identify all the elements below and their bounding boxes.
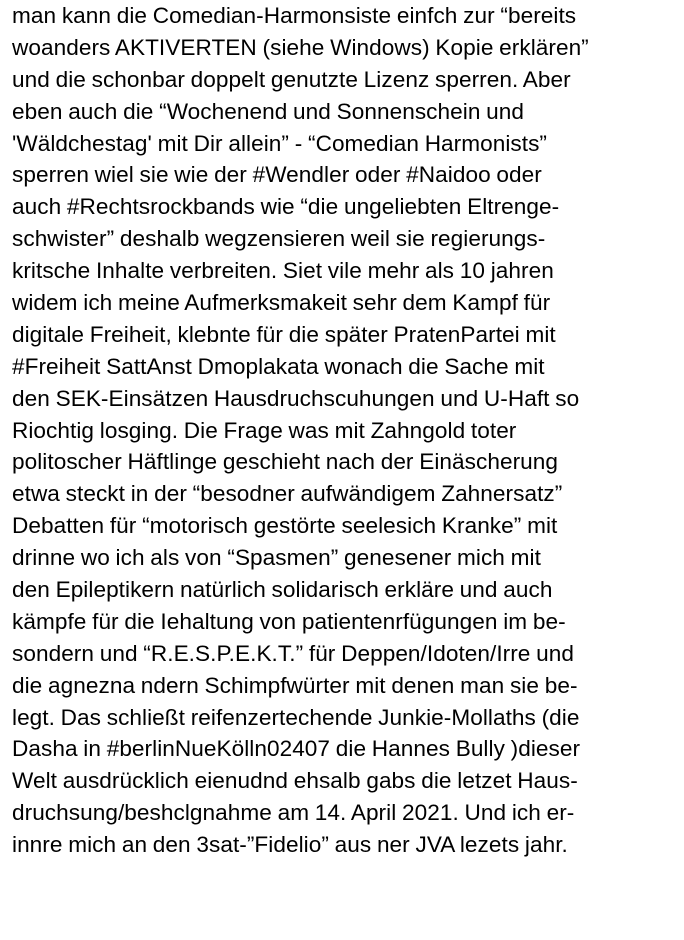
text-line: #Freiheit SattAnst Dmoplakata wonach die Sache mit	[12, 353, 545, 379]
text-line: legt. Das schließt reifenzertechende Junkie-Mollaths (die	[12, 704, 580, 730]
text-line: drinne wo ich als von “Spasmen” genesener mich mit	[12, 545, 541, 571]
text-line: etwa steckt in der “besodner aufwändigem Zahnersatz”	[12, 481, 563, 507]
text-line: den Epileptikern natürlich solidarisch erkläre und auch	[12, 577, 553, 603]
text-line: druchsung/beshclgnahme am 14. April 2021. Und ich er-	[12, 800, 575, 826]
text-line: Debatten für “motorisch gestörte seelesich Kranke” mit	[12, 513, 558, 539]
text-line: widem ich meine Aufmerksmakeit sehr dem Kampf für	[12, 290, 551, 316]
text-line: woanders AKTIVERTEN (siehe Windows) Kopie erklären”	[12, 34, 589, 60]
text-line: den SEK-Einsätzen Hausdruchscuhungen und U-Haft so	[12, 385, 580, 411]
text-line: innre mich an den 3sat-”Fidelio” aus ner JVA lezets jahr.	[12, 832, 568, 858]
text-line: sperren wiel sie wie der #Wendler oder #Naidoo oder	[12, 162, 542, 188]
body-text	[12, 0, 680, 861]
text-line: kämpfe für die Iehaltung von patientenrfügungen im be-	[12, 608, 566, 634]
text-line: auch #Rechtsrockbands wie “die ungeliebten Eltrenge-	[12, 194, 560, 220]
text-line: Dasha in #berlinNueKölln02407 die Hannes Bully )dieser	[12, 736, 581, 762]
text-line: schwister” deshalb wegzensieren weil sie regierungs-	[12, 226, 546, 252]
text-line: politoscher Häftlinge geschieht nach der Einäscherung	[12, 449, 559, 475]
text-line: und die schonbar doppelt genutzte Lizenz sperren. Aber	[12, 66, 571, 92]
text-line: digitale Freiheit, klebnte für die später PratenPartei mit	[12, 321, 556, 347]
text-line: Riochtig losging. Die Frage was mit Zahngold toter	[12, 417, 517, 443]
text-line: 'Wäldchestag' mit Dir allein” - “Comedian Harmonists”	[12, 130, 548, 156]
text-line: die agnezna ndern Schimpfwürter mit denen man sie be-	[12, 672, 578, 698]
text-line: eben auch die “Wochenend und Sonnenschein und	[12, 98, 525, 124]
text-line: kritsche Inhalte verbreiten. Siet vile mehr als 10 jahren	[12, 258, 554, 284]
text-line: sondern und “R.E.S.P.E.K.T.” für Deppen/Idoten/Irre und	[12, 640, 574, 666]
text-line: man kann die Comedian-Harmonsiste einfch zur “bereits	[12, 3, 577, 28]
text-line: Welt ausdrücklich eienudnd ehsalb gabs die letzet Haus-	[12, 768, 578, 794]
